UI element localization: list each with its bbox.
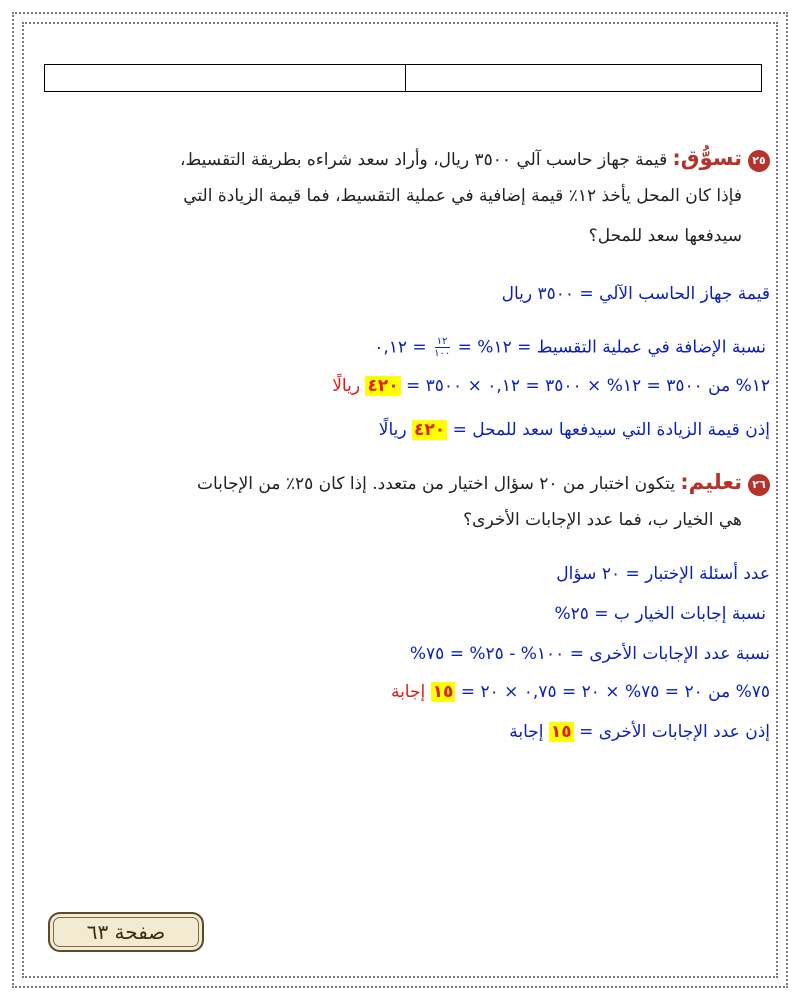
q26-title: تعليم:: [680, 470, 742, 494]
q25-answer-line2: [374, 336, 766, 359]
q26-text-line2: هي الخيار ب، فما عدد الإجابات الأخرى؟: [463, 510, 742, 530]
q26-result-unit: إجابة: [390, 682, 426, 702]
page-number-badge: صفحة ٦٣: [48, 912, 204, 952]
q25-result-unit: ريالًا: [332, 376, 361, 396]
fraction-numerator: ١٢: [436, 336, 448, 347]
q26-answer-line1: عدد أسئلة الإختبار = ٢٠ سؤال: [556, 564, 770, 584]
q25-line1: [180, 146, 770, 172]
q26-answer-line4: [391, 682, 770, 702]
q25-number-badge: ٢٥: [748, 150, 770, 172]
q25-answer-line2-end: = ٠,١٢: [374, 337, 427, 358]
q26-text-line1: يتكون اختبار من ٢٠ سؤال اختيار من متعدد. إذا كان ٢٥٪ من الإجابات: [196, 474, 676, 494]
header-cell-left: [45, 65, 406, 92]
q25-title: تسوُّق:: [672, 146, 742, 170]
q25-result-highlight: ٤٢٠: [367, 376, 399, 396]
q26-result-highlight: ١٥: [432, 682, 454, 702]
q26-final-unit: إجابة: [509, 722, 544, 742]
q25-text-line3: سيدفعها سعد للمحل؟: [588, 226, 742, 246]
q26-answer-line2: نسبة إجابات الخيار ب = ٢٥%: [554, 604, 766, 624]
q26-answer-line5: [509, 722, 770, 742]
q25-final-unit: ريالًا: [378, 420, 407, 440]
q25-final-highlight: ٤٢٠: [414, 420, 446, 440]
q25-answer-line4: [379, 420, 770, 440]
header-table: [44, 64, 762, 92]
q26-line1: [197, 470, 770, 496]
q25-text-line1: قيمة جهاز حاسب آلي ٣٥٠٠ ريال، وأراد سعد شراءه بطريقة التقسيط،: [180, 150, 668, 170]
q26-number-badge: ٢٦: [748, 474, 770, 496]
q25-text-line2: فإذا كان المحل يأخذ ١٢٪ قيمة إضافية في عملية التقسيط، فما قيمة الزيادة التي: [183, 186, 742, 206]
q25-answer-line3-text: ١٢% من ٣٥٠٠ = ١٢% × ٣٥٠٠ = ٠,١٢ × ٣٥٠٠ =: [406, 376, 770, 396]
fraction: [434, 336, 450, 359]
q26-answer-line5-text: إذن عدد الإجابات الأخرى =: [579, 722, 770, 742]
fraction-denominator: ١٠٠: [434, 348, 451, 359]
q25-answer-line3: [332, 376, 770, 396]
q26-final-highlight: ١٥: [550, 722, 572, 742]
q25-answer-line1: قيمة جهاز الحاسب الآلي = ٣٥٠٠ ريال: [501, 284, 770, 304]
q26-answer-line4-text: ٧٥% من ٢٠ = ٧٥% × ٢٠ = ٠,٧٥ × ٢٠ =: [460, 682, 770, 702]
q25-answer-line2-text: نسبة الإضافة في عملية التقسيط = ١٢% =: [457, 337, 766, 358]
q25-answer-line4-text: إذن قيمة الزيادة التي سيدفعها سعد للمحل =: [452, 420, 770, 440]
header-cell-right: [406, 65, 762, 92]
q26-answer-line3: نسبة عدد الإجابات الأخرى = ١٠٠% - ٢٥% = ٧٥%: [409, 644, 770, 664]
